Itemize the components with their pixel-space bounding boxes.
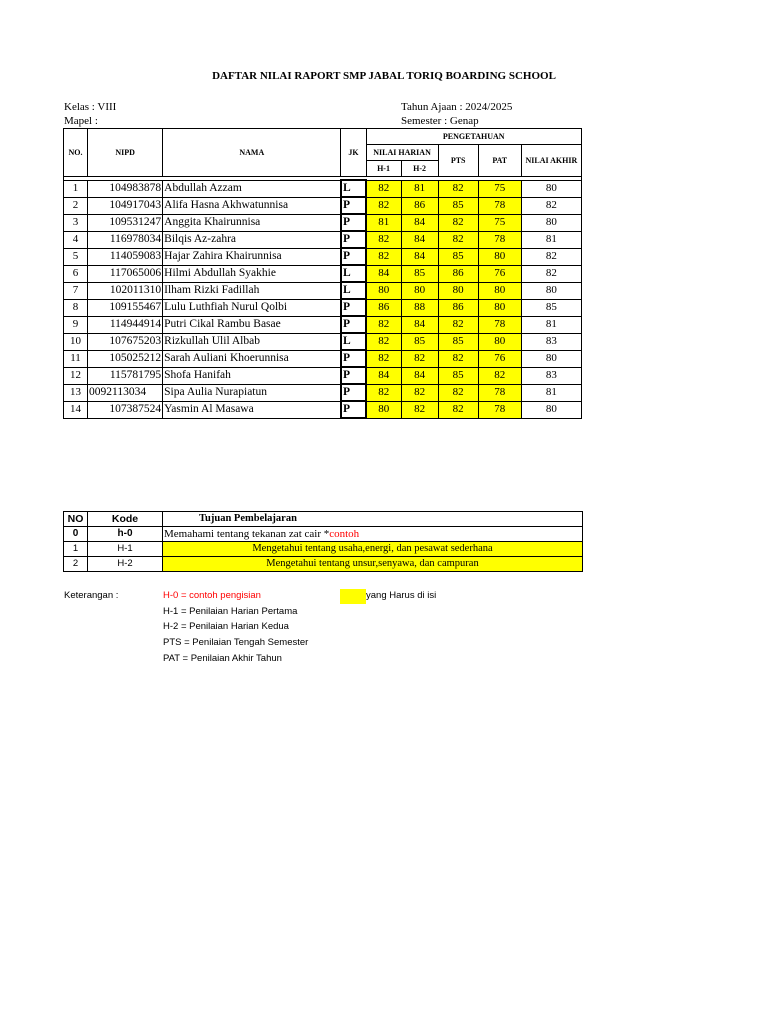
tp-row [64,557,583,572]
cell-pat[interactable]: 78 [478,197,521,214]
tp-header-no: NO [64,512,88,527]
cell-pat[interactable]: 80 [478,299,521,316]
keterangan-item: H-1 = Penilaian Harian Pertama [163,605,298,617]
cell-no: 4 [64,231,88,248]
tahun-ajaan-label: Tahun Ajaan : 2024/2025 [401,101,513,113]
cell-nipd: 116978034 [88,231,163,248]
cell-nilai-akhir: 80 [521,180,581,197]
cell-nipd: 117065006 [88,265,163,282]
cell-h1[interactable]: 82 [366,180,401,197]
tp-cell-tujuan[interactable]: Mengetahui tentang unsur,senyawa, dan campuran [163,557,583,572]
cell-nilai-akhir: 82 [521,248,581,265]
cell-nama: Ilham Rizki Fadillah [163,282,341,299]
cell-pts[interactable]: 86 [438,299,478,316]
cell-no: 9 [64,316,88,333]
cell-h2[interactable]: 84 [401,316,438,333]
cell-no: 11 [64,350,88,367]
cell-nilai-akhir: 82 [521,265,581,282]
cell-nilai-akhir: 85 [521,299,581,316]
tp-row [64,542,583,557]
header-nama: NAMA [163,129,341,177]
mapel-label: Mapel : [64,115,98,127]
table-row [64,265,582,282]
cell-no: 6 [64,265,88,282]
cell-jk[interactable]: P [341,367,366,384]
cell-h2[interactable]: 84 [401,367,438,384]
cell-pat[interactable]: 80 [478,248,521,265]
cell-nipd: 107387524 [88,401,163,418]
cell-nipd: 115781795 [88,367,163,384]
cell-jk[interactable]: P [341,197,366,214]
cell-nama: Sarah Auliani Khoerunnisa [163,350,341,367]
cell-pts[interactable]: 82 [438,180,478,197]
cell-no: 2 [64,197,88,214]
header-h2: H-2 [401,161,438,177]
header-nilai-akhir: NILAI AKHIR [521,145,581,177]
cell-nama: Putri Cikal Rambu Basae [163,316,341,333]
table-row [64,197,582,214]
cell-pat[interactable]: 75 [478,180,521,197]
cell-jk[interactable]: P [341,248,366,265]
tp-cell-tujuan[interactable]: Mengetahui tentang usaha,energi, dan pesawat sederhana [163,542,583,557]
cell-nama: Sipa Aulia Nurapiatun [163,384,341,401]
cell-h1[interactable]: 80 [366,282,401,299]
cell-pat[interactable]: 78 [478,401,521,418]
cell-no: 5 [64,248,88,265]
cell-jk[interactable]: P [341,231,366,248]
tp-row [64,527,583,542]
cell-nilai-akhir: 80 [521,350,581,367]
tp-header-kode: Kode [88,512,163,527]
cell-h1[interactable]: 82 [366,248,401,265]
cell-nama: Anggita Khairunnisa [163,214,341,231]
tp-header-tujuan: Tujuan Pembelajaran [163,512,583,527]
cell-nipd: 114059083 [88,248,163,265]
cell-pts[interactable]: 85 [438,248,478,265]
cell-no: 14 [64,401,88,418]
cell-h2[interactable]: 80 [401,282,438,299]
cell-jk[interactable]: L [341,265,366,282]
tp-cell-kode: H-1 [88,542,163,557]
keterangan-label: Keterangan : [64,590,119,601]
cell-pat[interactable]: 80 [478,282,521,299]
cell-pts[interactable]: 82 [438,401,478,418]
cell-pat[interactable]: 76 [478,350,521,367]
cell-nama: Hajar Zahira Khairunnisa [163,248,341,265]
cell-pat[interactable]: 78 [478,316,521,333]
tp-tujuan-example: contoh [329,528,360,540]
cell-nilai-akhir: 81 [521,231,581,248]
cell-h2[interactable]: 82 [401,350,438,367]
cell-pat[interactable]: 78 [478,231,521,248]
cell-h2[interactable]: 82 [401,401,438,418]
cell-jk[interactable]: P [341,401,366,418]
cell-h2[interactable]: 82 [401,384,438,401]
table-row [64,248,582,265]
cell-h2[interactable]: 84 [401,248,438,265]
cell-pat[interactable]: 76 [478,265,521,282]
cell-jk[interactable]: P [341,384,366,401]
cell-h2[interactable]: 81 [401,180,438,197]
cell-jk[interactable]: L [341,333,366,350]
cell-h1[interactable]: 81 [366,214,401,231]
cell-jk[interactable]: P [341,350,366,367]
table-row [64,350,582,367]
cell-jk[interactable]: P [341,214,366,231]
cell-nama: Yasmin Al Masawa [163,401,341,418]
cell-nama: Alifa Hasna Akhwatunnisa [163,197,341,214]
tp-tujuan-text: Memahami tentang tekanan zat cair * [164,528,330,540]
cell-h2[interactable]: 86 [401,197,438,214]
cell-nipd: 0092113034 [88,384,163,401]
tp-cell-no: 1 [64,542,88,557]
tp-cell-no: 0 [64,527,88,542]
table-row [64,384,582,401]
header-nipd: NIPD [88,129,163,177]
cell-no: 3 [64,214,88,231]
header-nilai-harian: NILAI HARIAN [366,145,438,161]
cell-nipd: 104983878 [88,180,163,197]
cell-no: 10 [64,333,88,350]
tp-cell-no: 2 [64,557,88,572]
grades-table [63,128,582,419]
highlight-legend-swatch [340,589,366,604]
cell-nilai-akhir: 82 [521,197,581,214]
semester-label: Semester : Genap [401,115,479,127]
cell-nilai-akhir: 80 [521,401,581,418]
header-no: NO. [64,129,88,177]
cell-h2[interactable]: 88 [401,299,438,316]
document-title: DAFTAR NILAI RAPORT SMP JABAL TORIQ BOARDING SCHOOL [212,70,556,82]
cell-pts[interactable]: 82 [438,231,478,248]
cell-nilai-akhir: 81 [521,316,581,333]
cell-h2[interactable]: 85 [401,265,438,282]
table-row [64,333,582,350]
cell-pts[interactable]: 85 [438,197,478,214]
header-jk: JK [341,129,366,177]
header-pts: PTS [438,145,478,177]
tp-cell-kode: H-2 [88,557,163,572]
cell-jk[interactable]: P [341,316,366,333]
cell-pts[interactable]: 85 [438,367,478,384]
cell-jk[interactable]: L [341,180,366,197]
highlight-legend-label: yang Harus di isi [366,590,437,601]
header-pat: PAT [478,145,521,177]
cell-nama: Hilmi Abdullah Syakhie [163,265,341,282]
kelas-label: Kelas : VIII [64,101,117,113]
cell-no: 1 [64,180,88,197]
table-row [64,231,582,248]
cell-h1[interactable]: 82 [366,384,401,401]
cell-nama: Abdullah Azzam [163,180,341,197]
cell-nipd: 104917043 [88,197,163,214]
tp-cell-kode: h-0 [88,527,163,542]
cell-pts[interactable]: 80 [438,282,478,299]
cell-pat[interactable]: 82 [478,367,521,384]
cell-nipd: 102011310 [88,282,163,299]
table-row [64,214,582,231]
cell-h1[interactable]: 82 [366,231,401,248]
cell-no: 8 [64,299,88,316]
cell-nipd: 107675203 [88,333,163,350]
cell-nilai-akhir: 83 [521,333,581,350]
cell-nipd: 114944914 [88,316,163,333]
cell-nilai-akhir: 81 [521,384,581,401]
cell-pts[interactable]: 82 [438,316,478,333]
keterangan-item: PAT = Penilaian Akhir Tahun [163,652,282,664]
cell-jk[interactable]: L [341,282,366,299]
cell-nilai-akhir: 80 [521,282,581,299]
tujuan-pembelajaran-table [63,511,583,572]
cell-pts[interactable]: 82 [438,214,478,231]
keterangan-item: H-2 = Penilaian Harian Kedua [163,621,289,633]
cell-h1[interactable]: 82 [366,316,401,333]
table-row [64,401,582,418]
cell-no: 13 [64,384,88,401]
keterangan-list [163,588,308,667]
cell-no: 12 [64,367,88,384]
table-row [64,367,582,384]
cell-pat[interactable]: 80 [478,333,521,350]
cell-h2[interactable]: 84 [401,231,438,248]
cell-pat[interactable]: 75 [478,214,521,231]
cell-h1[interactable]: 84 [366,367,401,384]
cell-pts[interactable]: 82 [438,350,478,367]
cell-pat[interactable]: 78 [478,384,521,401]
cell-nipd: 109531247 [88,214,163,231]
cell-nipd: 105025212 [88,350,163,367]
table-row [64,282,582,299]
cell-h1[interactable]: 84 [366,265,401,282]
cell-h1[interactable]: 86 [366,299,401,316]
cell-h1[interactable]: 82 [366,350,401,367]
cell-h2[interactable]: 85 [401,333,438,350]
cell-h1[interactable]: 80 [366,401,401,418]
cell-nama: Lulu Luthfiah Nurul Qolbi [163,299,341,316]
cell-nama: Shofa Hanifah [163,367,341,384]
keterangan-item: PTS = Penilaian Tengah Semester [163,637,309,649]
cell-h2[interactable]: 84 [401,214,438,231]
table-row [64,299,582,316]
cell-nama: Bilqis Az-zahra [163,231,341,248]
cell-pts[interactable]: 85 [438,333,478,350]
tp-cell-tujuan[interactable] [163,527,583,542]
cell-h1[interactable]: 82 [366,197,401,214]
cell-jk[interactable]: P [341,299,366,316]
cell-pts[interactable]: 86 [438,265,478,282]
header-pengetahuan: PENGETAHUAN [366,129,582,145]
cell-pts[interactable]: 82 [438,384,478,401]
cell-h1[interactable]: 82 [366,333,401,350]
cell-no: 7 [64,282,88,299]
keterangan-item: H-0 = contoh pengisian [163,590,261,601]
cell-nipd: 109155467 [88,299,163,316]
table-row [64,180,582,197]
table-row [64,316,582,333]
header-h1: H-1 [366,161,401,177]
cell-nilai-akhir: 80 [521,214,581,231]
cell-nilai-akhir: 83 [521,367,581,384]
cell-nama: Rizkullah Ulil Albab [163,333,341,350]
